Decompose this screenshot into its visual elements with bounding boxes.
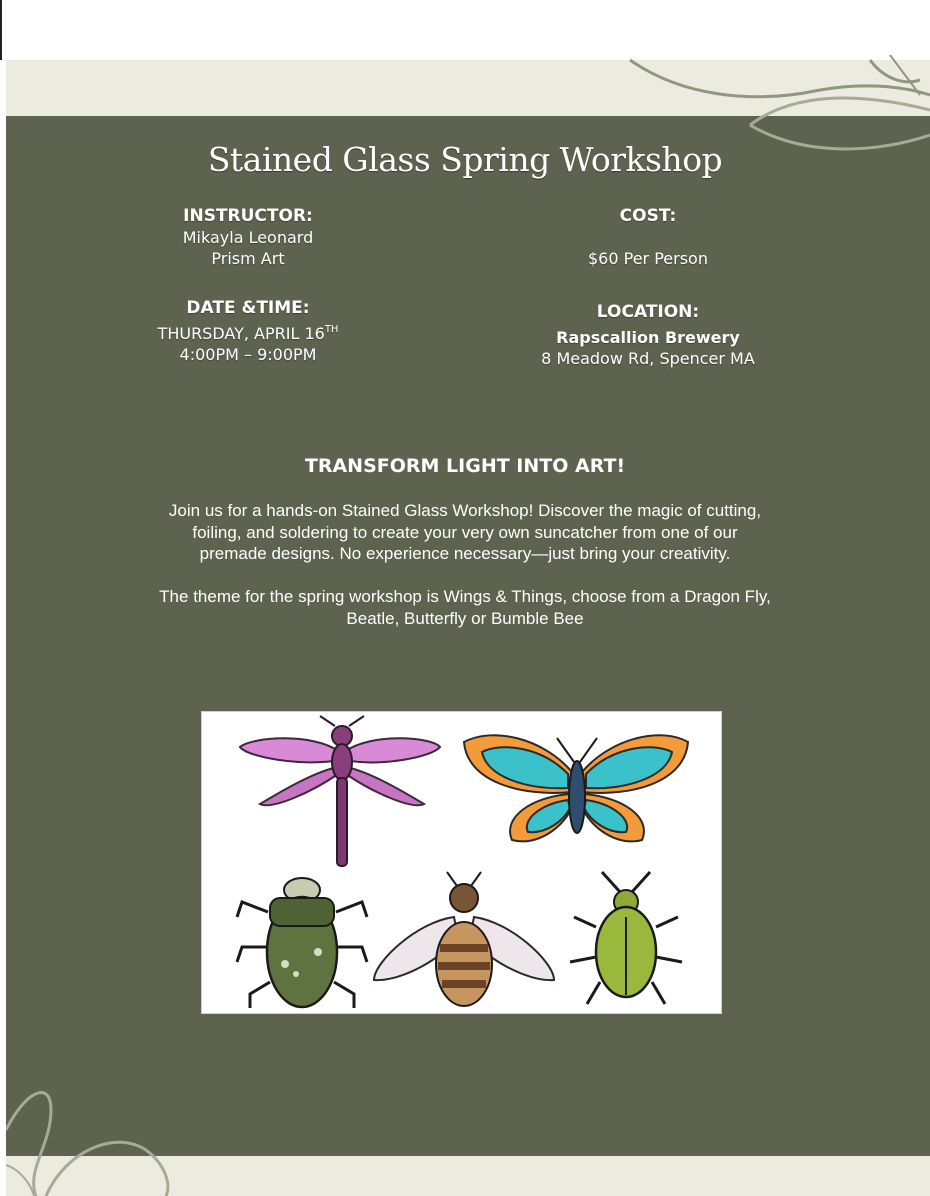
cost-block — [518, 206, 778, 269]
instructor-heading: INSTRUCTOR: — [183, 206, 313, 226]
description-line: foiling, and soldering to create your very own suncatcher from one of our — [192, 522, 738, 542]
theme-paragraph — [100, 586, 830, 629]
butterfly-icon — [464, 735, 688, 841]
description-line: premade designs. No experience necessary—just bring your creativity. — [199, 544, 731, 563]
cost-heading: COST: — [619, 206, 677, 226]
location-heading: LOCATION: — [596, 302, 700, 322]
green-beetle-icon — [570, 872, 682, 1004]
beetle-icon — [237, 878, 367, 1008]
left-margin — [0, 60, 6, 1196]
instructor-company: Prism Art — [211, 249, 285, 268]
datetime-block — [118, 298, 378, 365]
theme-line: The theme for the spring workshop is Wings & Things, choose from a Dragon Fly, — [159, 587, 771, 606]
location-venue: Rapscallion Brewery — [556, 328, 740, 347]
cost-value: $60 Per Person — [588, 249, 708, 268]
bumble-bee-icon — [374, 872, 554, 1006]
insects-illustration — [201, 711, 722, 1014]
description-paragraph — [130, 500, 800, 565]
theme-line: Beatle, Butterfly or Bumble Bee — [346, 608, 584, 628]
location-block — [498, 302, 798, 369]
datetime-day: THURSDAY, APRIL 16TH — [157, 324, 339, 343]
location-address: 8 Meadow Rd, Spencer MA — [541, 349, 755, 368]
top-white-margin — [0, 0, 930, 60]
leaf-decoration-bottom-left — [6, 1070, 186, 1196]
headline: TRANSFORM LIGHT INTO ART! — [304, 455, 626, 477]
dragonfly-icon — [240, 716, 440, 866]
instructor-name: Mikayla Leonard — [182, 228, 314, 247]
page-title: Stained Glass Spring Workshop — [207, 140, 723, 179]
instructor-block — [118, 206, 378, 269]
datetime-time: 4:00PM – 9:00PM — [179, 345, 317, 364]
datetime-heading: DATE &TIME: — [186, 298, 310, 318]
description-line: Join us for a hands-on Stained Glass Workshop! Discover the magic of cutting, — [168, 501, 762, 520]
